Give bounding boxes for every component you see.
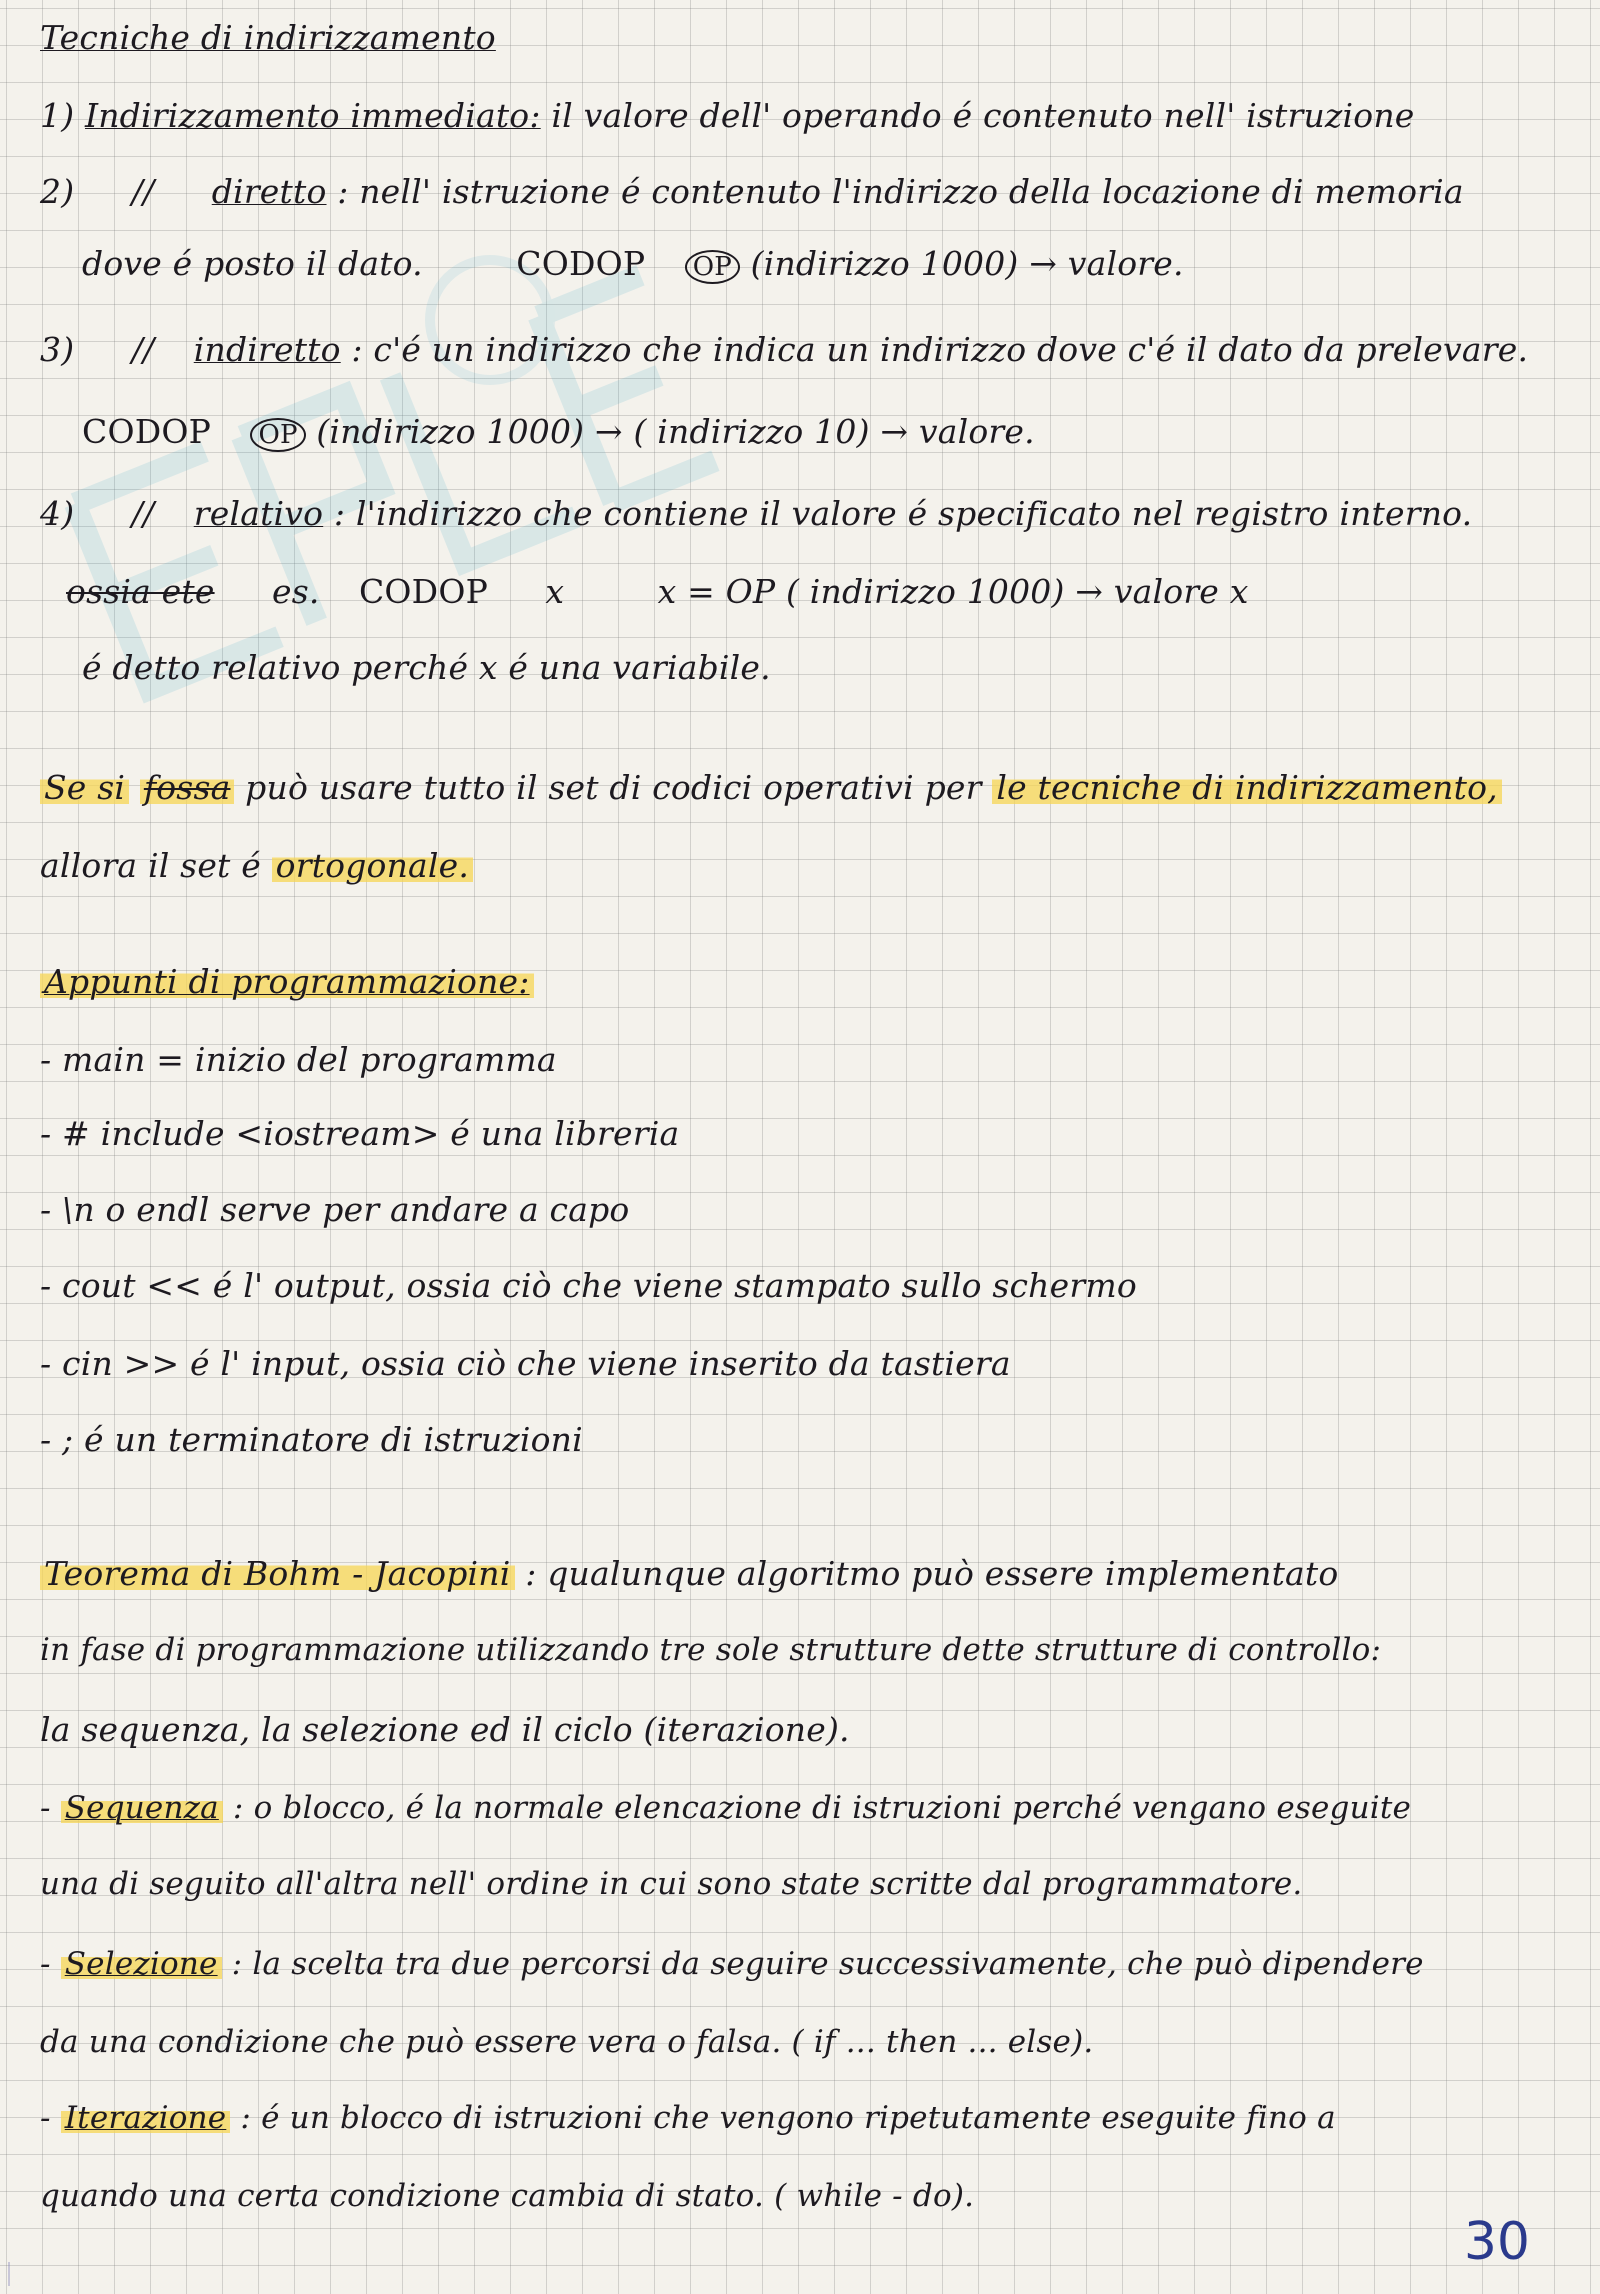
struck-text: ossia ete — [66, 572, 215, 611]
structure-name: Sequenza — [61, 1790, 223, 1826]
codop-label: CODOP — [358, 572, 488, 611]
structure-iterazione-cont — [40, 2178, 974, 2214]
addressing-item-2-cont — [82, 244, 1184, 284]
struck-text: fossa — [140, 768, 235, 807]
theorem-heading: Teorema di Bohm - Jacopini — [40, 1554, 515, 1593]
example-prefix: es. — [271, 572, 320, 611]
structure-sequenza-cont — [40, 1866, 1303, 1902]
structure-iterazione: - Iterazione : é un blocco di istruzioni che vengono ripetutamente eseguite fino a — [40, 2100, 1336, 2136]
item-text: il valore dell' operando é contenuto nell' istruzione — [551, 96, 1415, 135]
structure-name: Iterazione — [61, 2100, 231, 2136]
note-text: - cout << é l' output, ossia ciò che viene stampato sullo schermo — [40, 1266, 1137, 1305]
theorem-line-2 — [40, 1632, 1381, 1668]
addressing-item-3 — [40, 330, 1528, 369]
ditto-mark: // — [131, 172, 155, 211]
orthogonal-text: allora il set é — [40, 846, 261, 885]
ditto-mark: // — [131, 494, 155, 533]
programming-note — [40, 1266, 1137, 1305]
programming-heading — [40, 962, 534, 1001]
item-number: 2) — [40, 172, 75, 211]
highlight-text: le tecniche di indirizzamento, — [992, 768, 1502, 807]
codop-label: CODOP — [82, 412, 212, 451]
item-number: 1) — [40, 96, 75, 135]
page-title — [40, 18, 496, 57]
op-circle: OP — [685, 250, 740, 284]
item-cont-text: é detto relativo perché x é una variabile. — [82, 648, 771, 687]
theorem-text: in fase di programmazione utilizzando tre sole strutture dette strutture di controllo: — [40, 1632, 1382, 1668]
item-text: : c'é un indirizzo che indica un indirizzo dove c'é il dato da prelevare. — [351, 330, 1529, 369]
address-chain: (indirizzo 1000) → ( indirizzo 10) → valore. — [316, 412, 1035, 451]
ditto-mark: // — [131, 330, 155, 369]
heading-text: Appunti di programmazione: — [40, 962, 534, 1001]
programming-note — [40, 1344, 1011, 1383]
addressing-item-2 — [40, 172, 1464, 211]
addressing-item-1 — [40, 96, 1415, 135]
note-text: - ; é un terminatore di istruzioni — [40, 1420, 583, 1459]
orthogonal-line-1 — [40, 768, 1502, 807]
item-number: 4) — [40, 494, 75, 533]
item-number: 3) — [40, 330, 75, 369]
structure-text: : la scelta tra due percorsi da seguire successivamente, che può dipendere — [231, 1946, 1424, 1982]
structure-text: da una condizione che può essere vera o falsa. ( if ... then ... else). — [40, 2024, 1094, 2060]
programming-note — [40, 1190, 629, 1229]
programming-note — [40, 1114, 679, 1153]
structure-selezione: - Selezione : la scelta tra due percorsi da seguire successivamente, che può dipendere — [40, 1946, 1424, 1982]
structure-name: Selezione — [61, 1946, 222, 1982]
structure-selezione-cont — [40, 2024, 1093, 2060]
example-chain: x = OP ( indirizzo 1000) → valore x — [657, 572, 1249, 611]
page-number: 30 — [1463, 2212, 1530, 2272]
orthogonal-line-2 — [40, 846, 473, 885]
addressing-item-3-cont — [82, 412, 1035, 452]
item-label: Indirizzamento immediato: — [84, 96, 541, 135]
item-cont-text: dove é posto il dato. — [82, 244, 423, 283]
note-text: - main = inizio del programma — [40, 1040, 557, 1079]
structure-text: : o blocco, é la normale elencazione di istruzioni perché vengano eseguite — [232, 1790, 1412, 1826]
highlight-text: ortogonale. — [272, 846, 473, 885]
theorem-text: la sequenza, la selezione ed il ciclo (iterazione). — [40, 1710, 850, 1749]
structure-text: : é un blocco di istruzioni che vengono ripetutamente eseguite fino a — [240, 2100, 1336, 2136]
note-text: - # include <iostream> é una libreria — [40, 1114, 680, 1153]
addressing-item-4-cont — [82, 648, 771, 687]
codop-label: CODOP — [516, 244, 646, 283]
title-text: Tecniche di indirizzamento — [40, 18, 496, 57]
orthogonal-text: può usare tutto il set di codici operativi per — [245, 768, 982, 807]
op-circle: OP — [250, 418, 305, 452]
addressing-item-4-example — [66, 572, 1249, 611]
variable-x: x — [545, 572, 565, 611]
theorem-line-3 — [40, 1710, 850, 1749]
structure-text: una di seguito all'altra nell' ordine in cui sono state scritte dal programmatore. — [40, 1866, 1303, 1902]
structure-sequenza: - Sequenza : o blocco, é la normale elencazione di istruzioni perché vengano eseguite — [40, 1790, 1412, 1826]
margin-mark — [8, 2262, 34, 2286]
theorem-line-1 — [40, 1554, 1338, 1593]
item-text: : nell' istruzione é contenuto l'indirizzo della locazione di memoria — [337, 172, 1464, 211]
item-text: : l'indirizzo che contiene il valore é specificato nel registro interno. — [333, 494, 1473, 533]
item-label: indiretto — [193, 330, 341, 369]
programming-note — [40, 1420, 583, 1459]
note-text: - \n o endl serve per andare a capo — [40, 1190, 630, 1229]
note-text: - cin >> é l' input, ossia ciò che viene inserito da tastiera — [40, 1344, 1011, 1383]
address-chain: (indirizzo 1000) → valore. — [750, 244, 1184, 283]
item-label: relativo — [193, 494, 324, 533]
structure-text: quando una certa condizione cambia di stato. ( while - do). — [40, 2178, 975, 2214]
addressing-item-4 — [40, 494, 1472, 533]
item-label: diretto — [211, 172, 327, 211]
highlight-text: Se si — [40, 768, 129, 807]
theorem-text: : qualunque algoritmo può essere implementato — [525, 1554, 1339, 1593]
programming-note — [40, 1040, 557, 1079]
